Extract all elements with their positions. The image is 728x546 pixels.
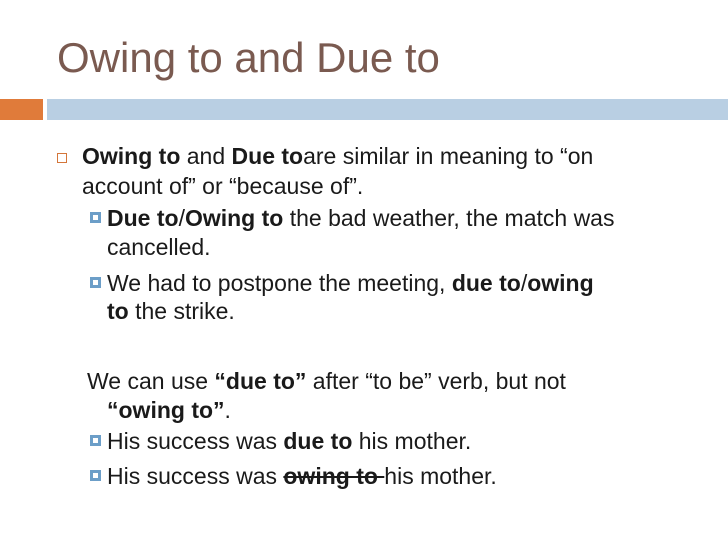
bullet-square-outline-icon — [57, 153, 67, 163]
example-1-text: the bad weather, the match was — [283, 205, 615, 231]
example-1-term-b: Owing to — [184, 205, 284, 231]
usage-note-term-owing-to: “owing to” — [107, 397, 225, 423]
example-4-text-end: his mother. — [384, 463, 497, 489]
example-4-struck-term: owing to — [283, 463, 385, 489]
example-2-slash: / — [520, 270, 528, 296]
example-3-text: His success was — [107, 428, 284, 454]
example-2 — [107, 269, 594, 297]
example-2-term-b: owing — [527, 270, 594, 296]
bullet-text-definition — [82, 142, 593, 170]
bullet-text-definition-line2: account of” or “because of”. — [82, 173, 364, 199]
usage-note-period: . — [224, 397, 231, 423]
example-1-term-a: Due to — [107, 205, 179, 231]
usage-note-line2 — [107, 396, 231, 424]
example-3-term: due to — [283, 428, 353, 454]
bullet-square-filled-icon — [90, 277, 101, 288]
example-1-line2: cancelled. — [107, 234, 211, 260]
example-3 — [107, 427, 471, 455]
bullet-square-filled-icon — [90, 212, 101, 223]
example-1-slash: / — [178, 205, 185, 231]
example-1 — [107, 204, 614, 232]
example-4 — [107, 462, 497, 490]
usage-note-text: We can use — [87, 368, 215, 394]
bullet-square-filled-icon — [90, 435, 101, 446]
example-2-term-a: due to — [451, 270, 521, 296]
slide-title: Owing to and Due to — [57, 34, 440, 81]
example-2-term-b-cont: to — [107, 298, 129, 324]
definition-text: are similar in meaning to “on — [303, 143, 594, 169]
example-2-text-end: the strike. — [128, 298, 235, 324]
term-due-to: Due to — [231, 143, 304, 169]
example-4-text: His success was — [107, 463, 284, 489]
term-owing-to: Owing to — [82, 143, 181, 169]
usage-note-term-due-to: “due to” — [214, 368, 307, 394]
example-2-text: We had to postpone the meeting, — [107, 270, 452, 296]
bullet-square-filled-icon — [90, 470, 101, 481]
example-2-line2 — [107, 297, 235, 325]
usage-note-text-2: after “to be” verb, but not — [306, 368, 566, 394]
usage-note — [87, 367, 566, 395]
accent-bar-orange — [0, 99, 43, 120]
accent-bar-blue — [47, 99, 728, 120]
example-3-text-end: his mother. — [352, 428, 472, 454]
connector-text: and — [180, 143, 232, 169]
